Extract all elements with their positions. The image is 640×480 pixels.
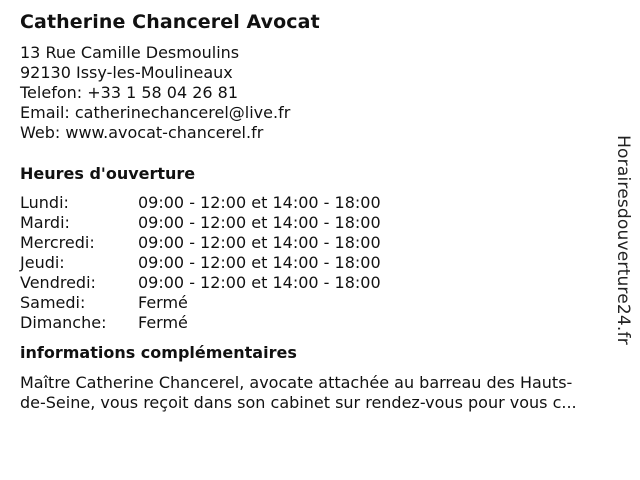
hours-day: Dimanche: (20, 313, 107, 332)
info-description-line: Maître Catherine Chancerel, avocate attachée au barreau des Hauts- (20, 373, 573, 392)
hours-row (20, 313, 610, 333)
hours-day: Jeudi: (20, 253, 65, 272)
hours-day: Mardi: (20, 213, 70, 232)
hours-time: 09:00 - 12:00 et 14:00 - 18:00 (138, 233, 381, 252)
web-line: Web: www.avocat-chancerel.fr (20, 123, 264, 142)
hours-time: 09:00 - 12:00 et 14:00 - 18:00 (138, 193, 381, 212)
hours-day: Samedi: (20, 293, 86, 312)
business-name: Catherine Chancerel Avocat (20, 11, 320, 33)
info-description (20, 373, 630, 413)
hours-row (20, 293, 610, 313)
hours-day: Lundi: (20, 193, 69, 212)
hours-time: 09:00 - 12:00 et 14:00 - 18:00 (138, 273, 381, 292)
info-heading: informations complémentaires (20, 343, 297, 362)
hours-time: Fermé (138, 313, 188, 332)
hours-row (20, 233, 610, 253)
hours-time: 09:00 - 12:00 et 14:00 - 18:00 (138, 213, 381, 232)
hours-row (20, 253, 610, 273)
info-description-line: de-Seine, vous reçoit dans son cabinet sur rendez-vous pour vous c... (20, 393, 577, 412)
site-watermark: Horairesdouverture24.fr (613, 135, 633, 345)
address-street: 13 Rue Camille Desmoulins (20, 43, 240, 62)
hours-day: Vendredi: (20, 273, 96, 292)
hours-row (20, 273, 610, 293)
hours-time: 09:00 - 12:00 et 14:00 - 18:00 (138, 253, 381, 272)
address-city: 92130 Issy-les-Moulineaux (20, 63, 233, 82)
business-card (20, 10, 610, 413)
phone-line: Telefon: +33 1 58 04 26 81 (20, 83, 239, 102)
email-line: Email: catherinechancerel@live.fr (20, 103, 291, 122)
hours-row (20, 193, 610, 213)
hours-heading: Heures d'ouverture (20, 164, 196, 183)
hours-time: Fermé (138, 293, 188, 312)
hours-row (20, 213, 610, 233)
hours-table (20, 193, 610, 333)
hours-day: Mercredi: (20, 233, 95, 252)
